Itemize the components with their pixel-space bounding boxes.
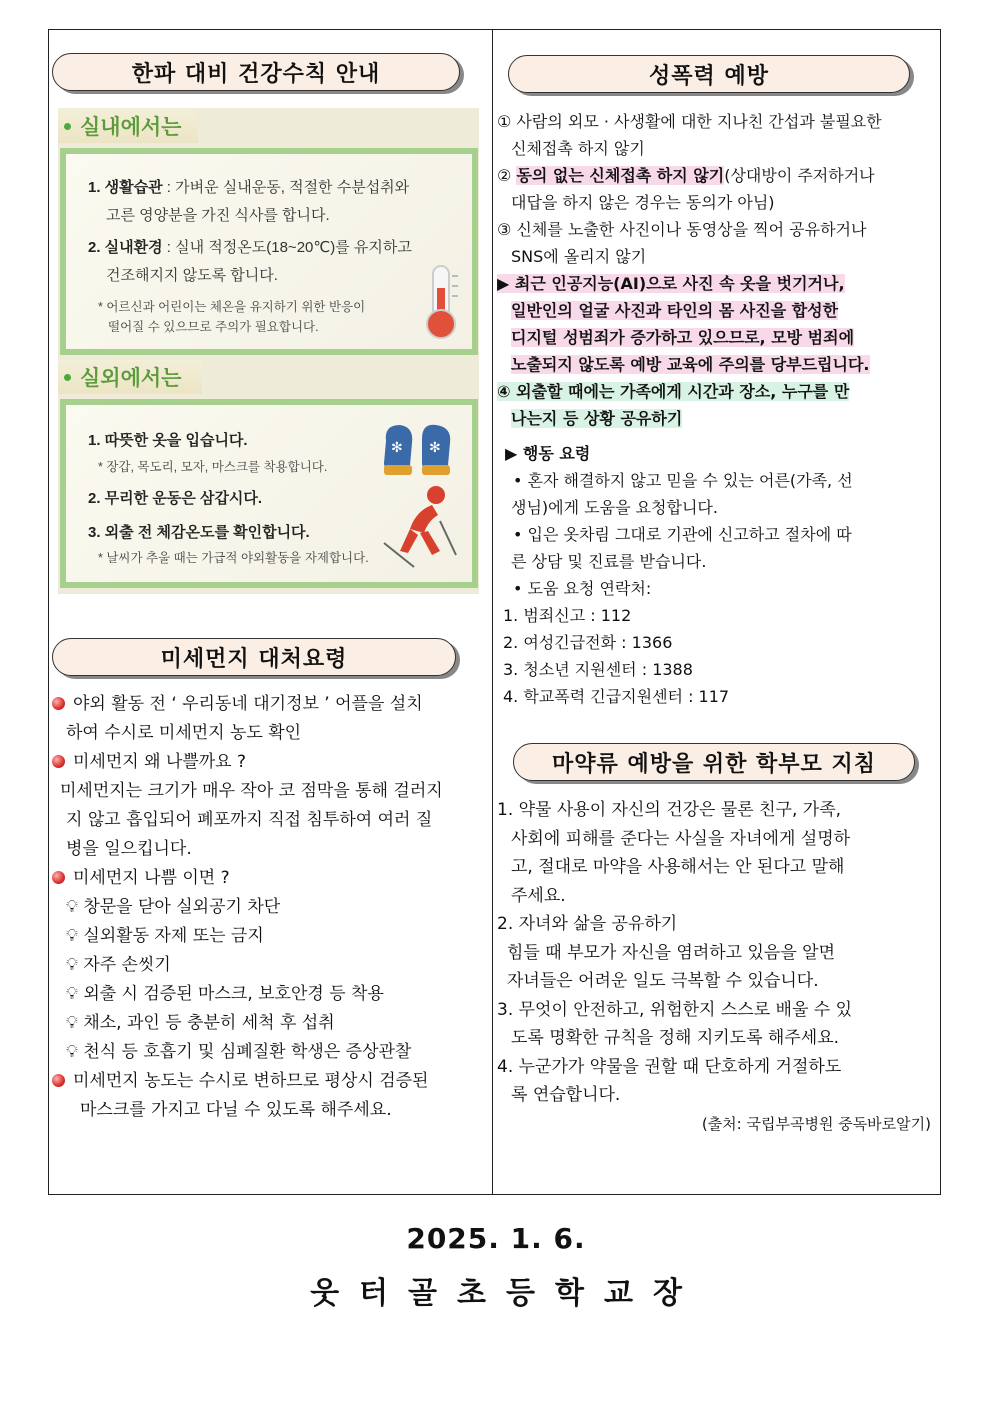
svg-text:✻: ✻: [429, 440, 441, 456]
issue-date: 2025. 1. 6.: [406, 1222, 586, 1255]
violence-item-3: ③ 신체를 노출한 사진이나 동영상을 찍어 공유하거나: [497, 220, 867, 239]
drug-item-2-cont: 자녀들은 어려운 일도 극복할 수 있습니다.: [507, 971, 819, 991]
violence-item-2: ② 동의 없는 신체접촉 하지 않기(상대방이 주저하거나: [497, 166, 875, 185]
violence-item-1-cont: 신체접촉 하지 않기: [511, 139, 645, 158]
lightbulb-icon: 💡︎: [66, 955, 78, 975]
contact-item: 1. 범죄신고 : 112: [503, 606, 632, 625]
dust-tip: 💡︎ 자주 손씻기: [66, 955, 171, 975]
green-dot-icon: [64, 374, 71, 381]
indoor-item-1-cont: 고른 영양분을 가진 식사를 합니다.: [106, 207, 330, 224]
outdoor-item-1-note: * 장갑, 목도리, 모자, 마스크를 착용합니다.: [98, 460, 328, 474]
outdoor-label: 실외에서는: [58, 360, 202, 394]
violence-item-3-cont: SNS에 올리지 않기: [511, 247, 647, 266]
red-bullet-icon: [52, 1074, 65, 1087]
skier-icon: [380, 481, 460, 571]
dust-tip: 💡︎ 실외활동 자제 또는 금지: [66, 926, 264, 946]
lightbulb-icon: 💡︎: [66, 984, 78, 1004]
contact-item: 3. 청소년 지원센터 : 1388: [503, 660, 693, 679]
drug-item-4-cont: 록 연습합니다.: [511, 1085, 621, 1105]
red-bullet-icon: [52, 755, 65, 768]
dust-section: [52, 690, 492, 1125]
dust-bullet-4-cont: 마스크를 가지고 다닐 수 있도록 해주세요.: [80, 1100, 392, 1120]
svg-text:✻: ✻: [391, 440, 403, 456]
action-1-cont: 생님)에게 도움을 요청합니다.: [511, 498, 718, 517]
dust-tip: 💡︎ 창문을 닫아 실외공기 차단: [66, 897, 281, 917]
red-bullet-icon: [52, 871, 65, 884]
outdoor-item-2: 2. 무리한 운동은 삼갑시다.: [88, 490, 263, 507]
drug-item-2-cont: 힘들 때 부모가 자신을 염려하고 있음을 알면: [507, 942, 836, 963]
lightbulb-icon: 💡︎: [66, 926, 78, 946]
school-principal: 웃터골초등학교장: [310, 1276, 702, 1311]
lightbulb-icon: 💡︎: [66, 897, 78, 917]
outdoor-item-1: 1. 따뜻한 옷을 입습니다.: [88, 432, 248, 449]
dust-tip: 💡︎ 외출 시 검증된 마스크, 보호안경 등 착용: [66, 984, 384, 1004]
indoor-panel: [60, 148, 478, 355]
contact-item: 2. 여성긴급전화 : 1366: [503, 633, 673, 652]
action-1: • 혼자 해결하지 않고 믿을 수 있는 어른(가족, 선: [513, 471, 853, 490]
indoor-label: 실내에서는: [58, 109, 198, 143]
outdoor-item-3: 3. 외출 전 체감온도를 확인합니다.: [88, 524, 310, 541]
indoor-item-2: 2. 실내환경 : 실내 적정온도(18~20℃)를 유지하고: [88, 239, 412, 256]
dust-title: 미세먼지 대처요령: [52, 638, 456, 676]
dust-paragraph-1: 미세먼지는 크기가 매우 작아 코 점막을 통해 걸러지: [60, 781, 443, 801]
action-2-cont: 른 상담 및 진료를 받습니다.: [511, 552, 707, 571]
drug-title: 마약류 예방을 위한 학부모 지침: [513, 743, 915, 781]
action-2: • 입은 옷차림 그대로 기관에 신고하고 절차에 따: [513, 525, 852, 544]
drug-item-3-cont: 도록 명확한 규칙을 정해 지키도록 해주세요.: [511, 1028, 840, 1048]
indoor-note-2: 떨어질 수 있으므로 주의가 필요합니다.: [108, 320, 319, 334]
drug-item-4: 4. 누군가가 약물을 권할 때 단호하게 거절하도: [497, 1056, 842, 1077]
green-dot-icon: [64, 123, 71, 130]
violence-item-1: ① 사람의 외모 · 사생활에 대한 지나친 간섭과 불필요한: [497, 112, 882, 131]
mittens-icon: [378, 419, 460, 481]
drug-item-1-cont: 고, 절대로 마약을 사용해서는 안 된다고 말해: [511, 857, 845, 877]
ai-warning: ▶ 최근 인공지능(AI)으로 사진 속 옷을 벗기거나, 일반인의 얼굴 사진과 타인의 몸 사진을 합성한 디지털 성범죄가 증가하고 있으므로, 모방 범죄에 노출되지 않도록 예방 교육에 주의를 당부드립니다.: [497, 274, 870, 374]
lightbulb-icon: 💡︎: [66, 1042, 78, 1062]
drug-item-1-cont: 주세요.: [511, 885, 566, 906]
drug-item-2: 2. 자녀와 삶을 공유하기: [497, 914, 678, 934]
indoor-item-1: 1. 생활습관 : 가벼운 실내운동, 적절한 수분섭취와: [88, 179, 410, 196]
dust-bullet-2: 미세먼지 왜 나쁠까요 ?: [52, 748, 492, 777]
violence-section: [497, 108, 937, 710]
violence-item-2-cont: 대답을 하지 않은 경우는 동의가 아님): [511, 193, 775, 212]
dust-tip: 💡︎ 천식 등 호흡기 및 심폐질환 학생은 증상관찰: [66, 1042, 412, 1062]
dust-bullet-3: 미세먼지 나쁨 이면 ?: [52, 864, 492, 893]
drug-item-1-cont: 사회에 피해를 준다는 사실을 자녀에게 설명하: [511, 828, 851, 849]
indoor-note-1: * 어르신과 어린이는 체온을 유지하기 위한 반응이: [98, 300, 366, 314]
violence-item-4: ④ 외출할 때에는 가족에게 시간과 장소, 누구를 만 나는지 등 상황 공유하기: [497, 382, 850, 428]
highlight-consent: 동의 없는 신체접촉 하지 않기: [516, 166, 725, 185]
indoor-item-2-cont: 건조해지지 않도록 합니다.: [106, 267, 278, 284]
drug-section: [497, 796, 937, 1138]
action-3: • 도움 요청 연락처:: [513, 579, 652, 598]
violence-title: 성폭력 예방: [508, 55, 910, 93]
outdoor-panel: [60, 399, 478, 588]
dust-bullet-1: 야외 활동 전 ‘ 우리동네 대기정보 ’ 어플을 설치: [52, 690, 492, 719]
outdoor-item-3-note: * 날씨가 추울 때는 가급적 야외활동을 자제합니다.: [98, 551, 369, 565]
cold-title: 한파 대비 건강수칙 안내: [52, 53, 460, 91]
dust-bullet-4: 미세먼지 농도는 수시로 변하므로 평상시 검증된: [52, 1067, 492, 1096]
dust-paragraph-2: 지 않고 흡입되어 폐포까지 직접 침투하여 여러 질: [66, 810, 433, 830]
thermometer-icon: [416, 262, 466, 344]
drug-source: (출처: 국립부곡병원 중독바로알기): [701, 1114, 931, 1133]
dust-tip: 💡︎ 채소, 과인 등 충분히 세척 후 섭취: [66, 1013, 335, 1033]
contact-item: 4. 학교폭력 긴급지원센터 : 117: [503, 687, 730, 706]
lightbulb-icon: 💡︎: [66, 1013, 78, 1033]
action-title: ▶ 행동 요령: [505, 444, 591, 463]
drug-item-1: 1. 약물 사용이 자신의 건강은 물론 친구, 가족,: [497, 800, 842, 820]
dust-bullet-1-cont: 하여 수시로 미세먼지 농도 확인: [66, 723, 302, 743]
dust-paragraph-3: 병을 일으킵니다.: [66, 839, 192, 859]
drug-item-3: 3. 무엇이 안전하고, 위험한지 스스로 배울 수 있: [497, 999, 853, 1020]
red-bullet-icon: [52, 697, 65, 710]
column-divider: [492, 29, 493, 1195]
